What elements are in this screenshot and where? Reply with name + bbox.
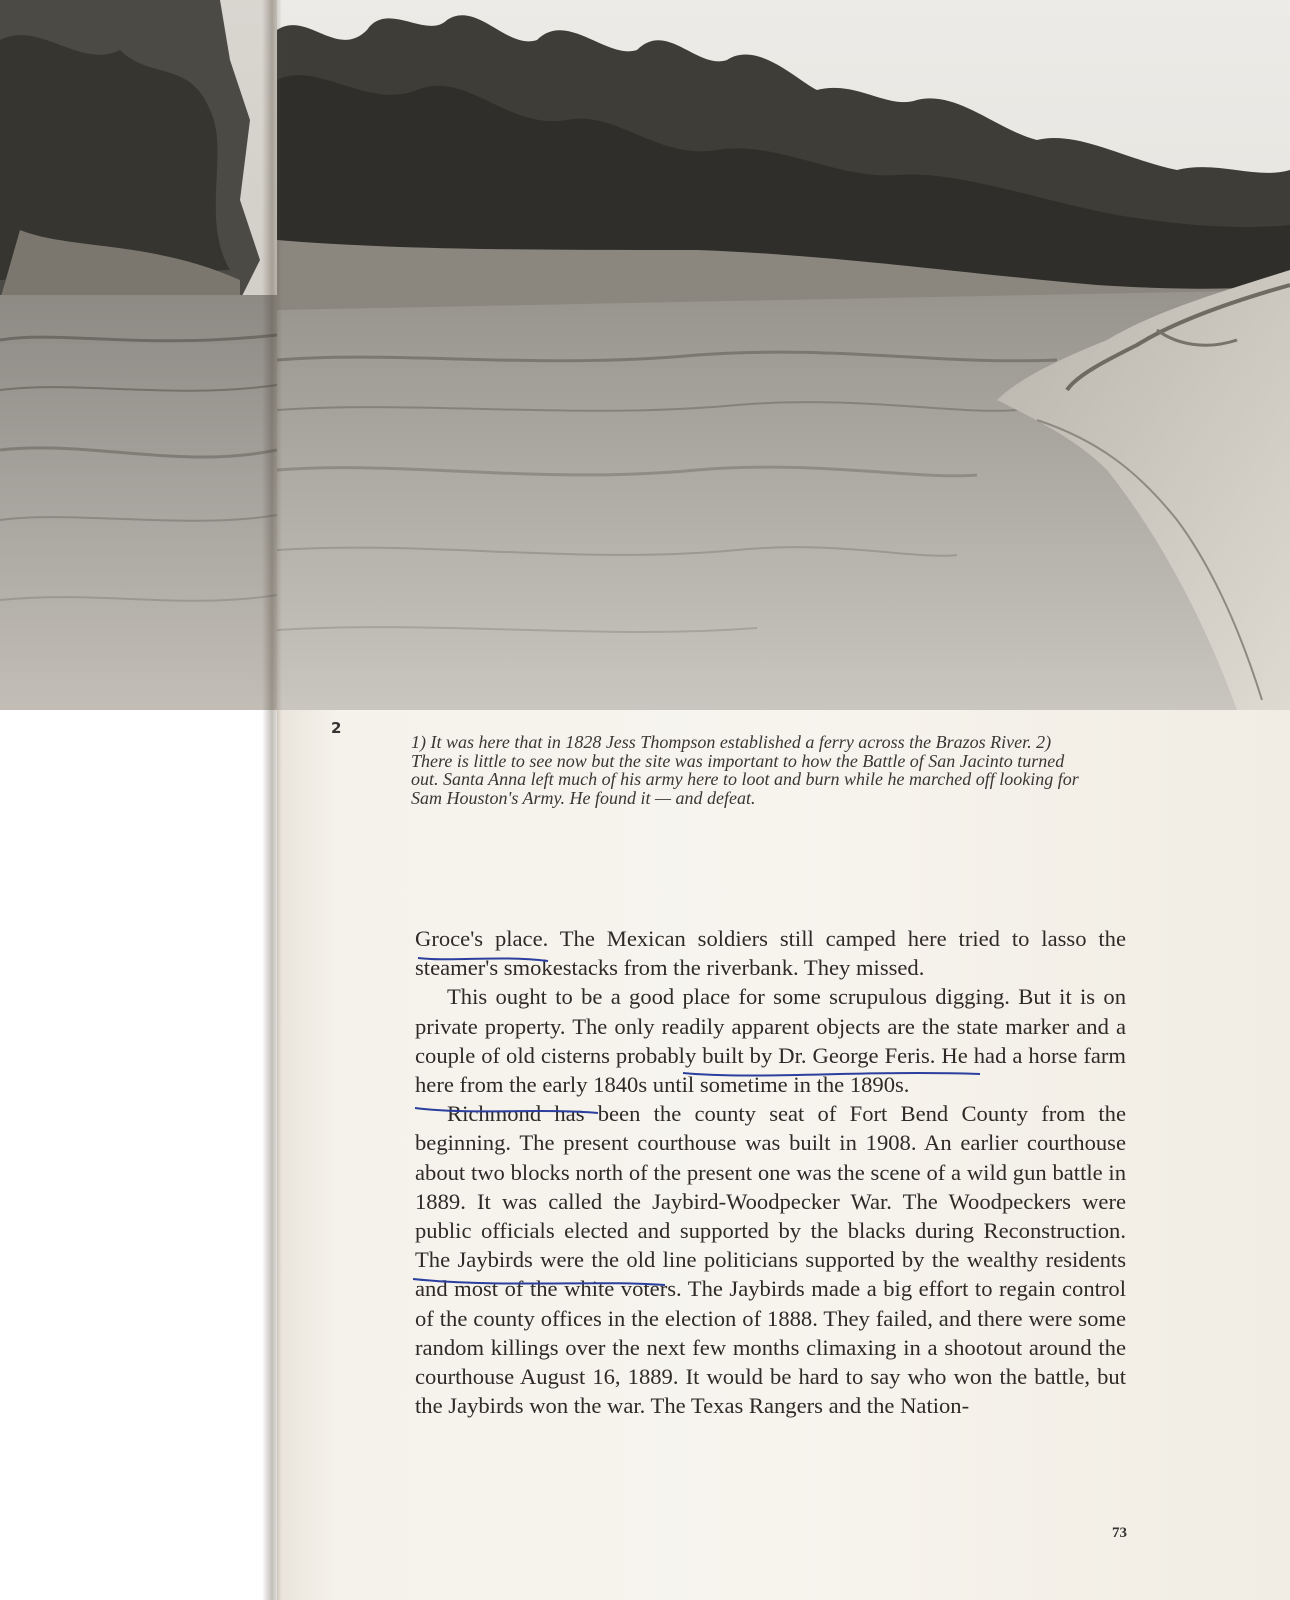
body-text: [415, 924, 1126, 1420]
photo-caption: 1) It was here that in 1828 Jess Thompson established a ferry across the Brazos River. 2) There is little to see now but the site was important to how the Battle of San Jacinto turned out. Santa Anna left much of his army here to loot and burn while he marched off looking for Sam Houston's Army. He found it — and defeat.: [411, 732, 1079, 808]
paragraph: Richmond has been the county seat of Fort Bend County from the beginning. The present courthouse was built in 1908. An earlier courthouse about two blocks north of the present one was the scene of a wild gun battle in 1889. It was called the Jaybird-Woodpecker War. The Woodpeckers were public officials elected and supported by the blacks during Reconstruction. The Jaybirds were the old line politicians supported by the wealthy residents and most of the white voters. The Jaybirds made a big effort to regain control of the county offices in the election of 1888. They failed, and there were some random killings over the next few months climaxing in a shootout around the courthouse August 16, 1889. It would be hard to say who won the battle, but the Jaybirds won the war. The Texas Rangers and the Nation-: [415, 1101, 1126, 1419]
photo-number: 2: [331, 719, 342, 737]
facing-page-photo: [0, 0, 277, 710]
paragraph: Groce's place. The Mexican soldiers still camped here tried to lasso the steamer's smokestacks from the riverbank. They missed.: [415, 926, 1126, 981]
page-number: 73: [1112, 1525, 1127, 1541]
river-photo: [277, 0, 1290, 710]
paragraph: This ought to be a good place for some scrupulous digging. But it is on private property. The only readily apparent objects are the state marker and a couple of old cisterns probably built by Dr. George Feris. He had a horse farm here from the early 1840s until sometime in the 1890s.: [415, 984, 1126, 1098]
page-fold-shadow: [262, 0, 282, 1600]
